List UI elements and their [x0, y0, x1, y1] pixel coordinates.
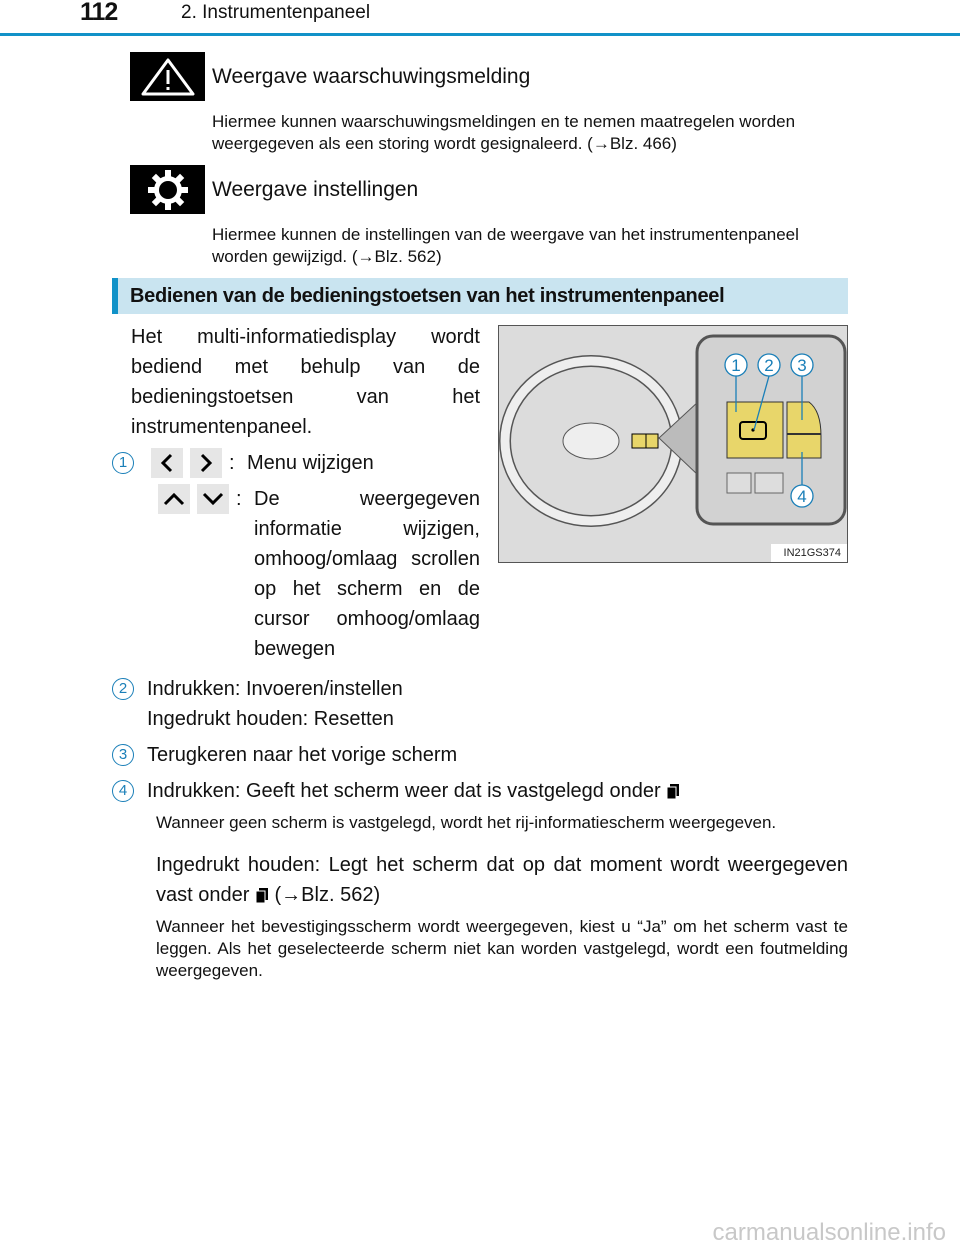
- section-body: [112, 322, 848, 664]
- watermark: carmanualsonline.info: [712, 1219, 946, 1246]
- warning-display-row: [130, 52, 848, 101]
- item-4: [112, 776, 848, 806]
- left-column: [112, 322, 480, 664]
- item2-text: [147, 674, 848, 734]
- item4-hold-text: Ingedrukt houden: Legt het scherm dat op dat moment wordt weergegeven vast onder: [156, 854, 848, 906]
- ud-keys-desc: De weergegeven informatie wijzigen, omhoog/omlaag scrollen op het scherm en de cursor omhoog/omlaag bewegen: [254, 488, 480, 660]
- colon: :: [236, 488, 242, 510]
- item4-note1: Wanneer geen scherm is vastgelegd, wordt het rij-informatiescherm weergegeven.: [156, 813, 777, 832]
- callout-3: 3: [112, 744, 134, 766]
- figure-callout-2: 2: [764, 356, 774, 375]
- callout-1: 1: [112, 452, 134, 474]
- item2-line1: Indrukken: Invoeren/instellen: [147, 678, 403, 700]
- content: [112, 52, 848, 982]
- figure-code: IN21GS374: [783, 547, 841, 559]
- chevron-up-icon: [158, 484, 190, 514]
- settings-display-title: Weergave instellingen: [212, 177, 419, 201]
- item-2: [112, 674, 848, 734]
- section-heading: Bedienen van de bedieningstoetsen van het instrumentenpaneel: [112, 278, 848, 314]
- figure-callout-3: 3: [797, 356, 807, 375]
- registered-screen-icon: [666, 784, 680, 800]
- steering-wheel-illustration: [498, 325, 848, 563]
- header-rule: [0, 33, 960, 36]
- warning-display-title: Weergave waarschuwingsmelding: [212, 64, 531, 88]
- registered-screen-icon: [255, 888, 269, 904]
- chevron-right-icon: [190, 448, 222, 478]
- lr-keys-desc: Menu wijzigen: [247, 452, 374, 474]
- warning-icon: [130, 52, 205, 101]
- colon: :: [229, 452, 235, 474]
- item2-line2: Ingedrukt houden: Resetten: [147, 708, 394, 730]
- chevron-left-icon: [151, 448, 183, 478]
- chevron-down-icon: [197, 484, 229, 514]
- figure-callout-1: 1: [731, 356, 741, 375]
- item-3: [112, 740, 848, 770]
- intro-text: Het multi-informatiedisplay wordt bediend met behulp van de bedieningstoetsen van het instrumentenpaneel.: [131, 326, 480, 438]
- settings-display-desc: Hiermee kunnen de instellingen van de weergave van het instrumentenpaneel worden gewijzigd. (→Blz. 562): [212, 225, 799, 266]
- item1-ud-row: [112, 484, 480, 664]
- item4-hold: [156, 850, 848, 910]
- settings-display-row: [130, 165, 848, 214]
- item1-lr-row: [112, 448, 480, 478]
- page-number: 112: [80, 0, 118, 26]
- item4-hold-ref: (→Blz. 562): [274, 884, 381, 906]
- item3-text: Terugkeren naar het vorige scherm: [147, 744, 458, 766]
- callout-2: 2: [112, 678, 134, 700]
- figure-callout-4: 4: [797, 487, 807, 506]
- gear-icon: [130, 165, 205, 214]
- item4-note2: Wanneer het bevestigingsscherm wordt weergegeven, kiest u “Ja” om het scherm vast te leggen. Als het geselecteerde scherm niet kan worden vastgelegd, wordt een foutmelding weergegeven.: [156, 917, 848, 980]
- warning-display-desc: Hiermee kunnen waarschuwingsmeldingen en te nemen maatregelen worden weergegeven als een storing wordt gesignaleerd. (→Blz. 466): [212, 112, 796, 153]
- item4-label: Indrukken: Geeft het scherm weer dat is vastgelegd onder: [147, 780, 661, 802]
- callout-4: 4: [112, 780, 134, 802]
- item4-text: [147, 776, 848, 806]
- chapter-title: 2. Instrumentenpaneel: [181, 2, 371, 23]
